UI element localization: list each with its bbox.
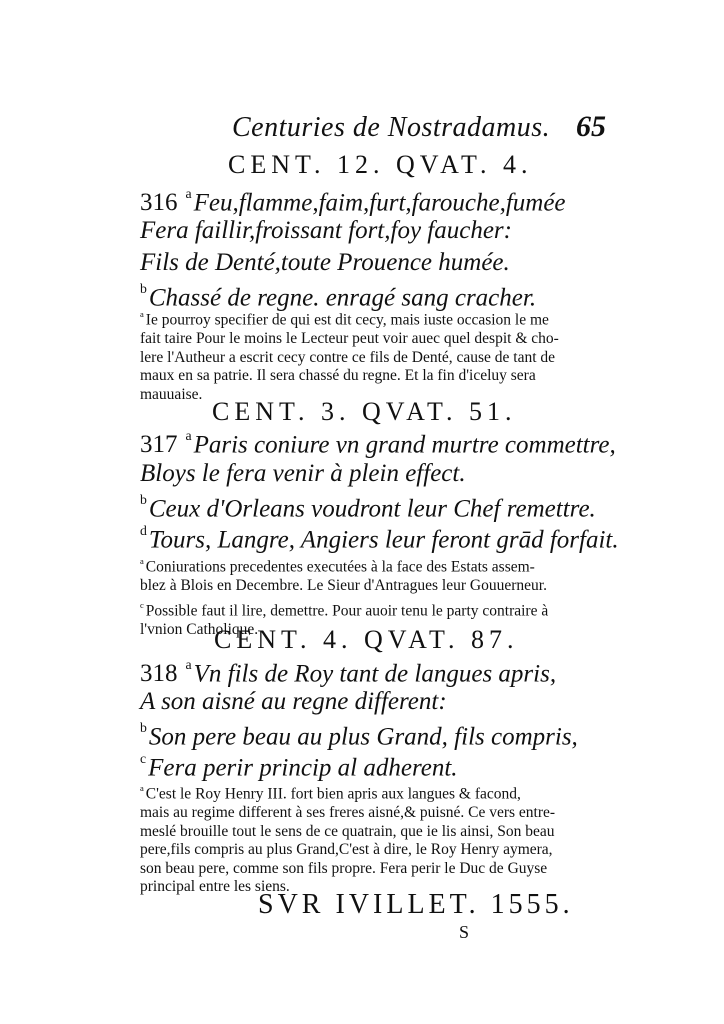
section-heading: CENT. 4. QVAT. 87. [214, 625, 519, 654]
verse-line: Fils de Denté,toute Prouence humée. [140, 249, 510, 276]
section-heading: CENT. 3. QVAT. 51. [212, 397, 517, 426]
verse-line: 316 $^a$Feu,flamme,faim,furt,farouche,fumée [140, 186, 566, 217]
commentary-note: $^a$ Coniurations precedentes executées à la face des Estats assem- blez à Blois en Decembre. Le Sieur d'Antragues leur Gouuerneur. $^c$ Possible faut il lire, demettre. Pour auoir tenu le party contraire à l'vnion Catholique. [140, 556, 549, 638]
verse-line: A son aisné au regne different: [140, 688, 447, 715]
running-title: Centuries de Nostradamus. [232, 112, 551, 143]
closing-date: SVR IVILLET. 1555. [258, 889, 574, 920]
section-heading: CENT. 12. QVAT. 4. [228, 150, 533, 179]
commentary-note: $^a$ C'est le Roy Henry III. fort bien apris aux langues & facond, mais au regime different à ses freres aisné,& puisné. Ce vers entre- meslé brouille tout le sens de ce quatrain, que ie lis ainsi, Son beau pere,fils compris au plus Grand,C'est à dire, le Roy Henry aymera, son beau pere, comme son fils propre. Fera perir le Duc de Guyse principal entre les siens. [140, 783, 556, 896]
quatrain-number: 317 [140, 431, 178, 459]
page-number: 65 [576, 110, 606, 143]
verse-line: Fera faillir,froissant fort,foy faucher: [140, 217, 512, 244]
verse-line: 318 $^a$Vn fils de Roy tant de langues apris, [140, 657, 557, 688]
verse-line: $^d$Tours, Langre, Angiers leur feront grād forfait. [140, 523, 619, 554]
verse-line: Bloys le fera venir à plein effect. [140, 460, 466, 487]
quatrain-number: 318 [140, 660, 178, 688]
commentary-note: $^a$ Ie pourroy specifier de qui est dit cecy, mais iuste occasion le me fait taire Pour le moins le Lecteur peut voir auec quel despit & cho- lere l'Autheur a escrit cecy contre ce fils de Denté, cause de tant de maux en sa patrie. Il sera chassé du regne. Et la fin d'iceluy sera mauuaise. [140, 309, 559, 403]
verse-line: $^b$Chassé de regne. enragé sang cracher. [140, 281, 537, 312]
signature-mark: S [459, 922, 470, 942]
verse-line: $^b$Ceux d'Orleans voudront leur Chef remettre. [140, 492, 596, 523]
verse-line: 317 $^a$Paris coniure vn grand murtre commettre, [140, 428, 616, 459]
quatrain-number: 316 [140, 189, 178, 217]
verse-line: $^c$Fera perir princip al adherent. [140, 751, 458, 782]
verse-line: $^b$Son pere beau au plus Grand, fils compris, [140, 720, 578, 751]
